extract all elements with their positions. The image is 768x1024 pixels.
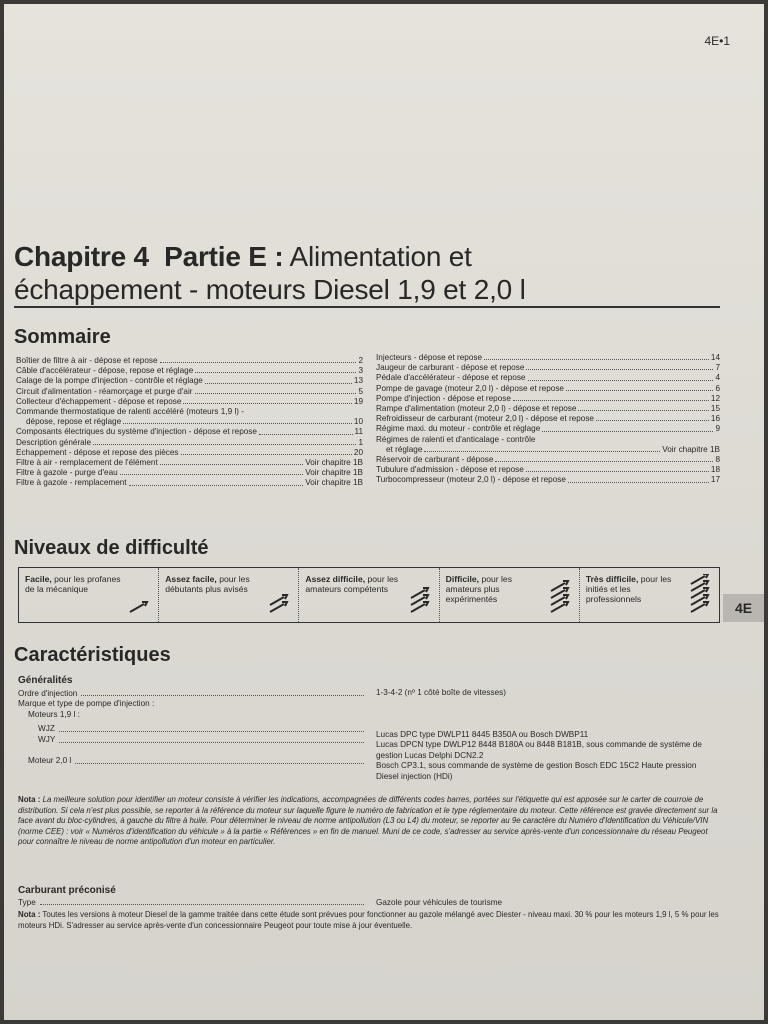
toc-entry-text: Calage de la pompe d'injection - contrôle et réglage <box>16 376 203 386</box>
toc-entry-page: 15 <box>710 404 720 414</box>
wrench-icon <box>549 574 571 614</box>
toc-entry-page: 14 <box>710 353 720 362</box>
moteur20-value: Bosch CP3.1, sous commande de système de gestion Bosch EDC 15C2 Haute pression Diesel injection (HDi) <box>376 761 697 781</box>
toc-entry-page: 18 <box>710 465 720 475</box>
wrench-icon-part <box>691 574 708 584</box>
toc-entry <box>16 366 363 376</box>
toc-entry <box>16 387 363 397</box>
toc-entry <box>16 376 363 386</box>
difficulty-label: Difficile, <box>445 574 480 584</box>
toc-entry <box>376 465 720 475</box>
wrench-icon-part <box>411 588 428 598</box>
toc-entry-text: Refroidisseur de carburant (moteur 2,0 l) - dépose et repose <box>376 414 594 424</box>
toc-entry <box>376 414 720 424</box>
toc-entry-text: Pompe de gavage (moteur 2,0 l) - dépose et repose <box>376 383 564 393</box>
toc-entry-text: Pédale d'accélérateur - dépose et repose <box>376 373 526 383</box>
toc-entry-text: Filtre à air - remplacement de l'élément <box>16 458 158 468</box>
sommaire-heading: Sommaire <box>14 326 111 348</box>
toc-entry-text: Composants électriques du système d'injection - dépose et repose <box>16 427 257 437</box>
difficulty-level <box>299 568 439 622</box>
toc-entry <box>376 475 720 485</box>
note-label: Nota : <box>18 795 41 804</box>
chapter-label: Chapitre 4 <box>14 241 149 272</box>
toc-entry-page: 8 <box>715 455 720 465</box>
toc-entry-text: Description générale <box>16 437 92 447</box>
difficulty-legend <box>18 567 720 623</box>
toc-entry <box>376 404 720 414</box>
toc-left-column <box>16 356 363 489</box>
toc-entry-page: 17 <box>710 475 720 485</box>
note-carburant-text: Toutes les versions à moteur Diesel de la gamme traitée dans cette étude sont prévues pour fonctionner au gazole mélangé avec Diester - niveau maxi. 30 % pour les moteurs 1,9 l, 5 % pour les moteurs HDi. S'adresser au service après-vente d'un concessionnaire Peugeot pour toute mise à jour éventuelle. <box>18 910 719 930</box>
difficulty-level <box>580 568 719 622</box>
toc-entry-text: Rampe d'alimentation (moteur 2,0 l) - dépose et repose <box>376 404 577 414</box>
wjy-value: Lucas DPCN type DWLP12 8448 B180A ou 8448 B181B, sous commande de système de gestion Lucas Delphi DCN2.2 <box>376 740 702 760</box>
toc-entry-text: Commande thermostatique de ralenti accéléré (moteurs 1,9 l) - <box>16 407 244 417</box>
type-value: Gazole pour véhicules de tourisme <box>376 898 503 907</box>
toc-entry-page: 6 <box>715 383 720 393</box>
toc-entry-page: Voir chapitre 1B <box>305 478 363 488</box>
toc-entry-text: Echappement - dépose et repose des pièces <box>16 447 179 457</box>
wrench-icon <box>268 574 290 614</box>
title-line1: Alimentation et <box>289 241 472 272</box>
difficulty-level <box>19 568 159 622</box>
toc-entry-page: 4 <box>715 373 720 383</box>
toc-entry <box>376 373 720 383</box>
wrench-icon-part <box>270 595 287 605</box>
toc-entry-page: 12 <box>710 393 720 403</box>
toc-entry-page: 3 <box>358 366 363 376</box>
difficulty-desc: pour les débutants plus avisés <box>165 574 250 594</box>
wrench-icon <box>409 574 431 614</box>
toc-entry <box>376 353 720 363</box>
difficulty-level <box>159 568 299 622</box>
toc-entry <box>16 468 363 478</box>
carburant-block <box>18 886 368 908</box>
toc-entry-page: Voir chapitre 1B <box>662 444 720 454</box>
type-label: Type <box>18 897 36 907</box>
toc-entry-page: Voir chapitre 1B <box>305 468 363 478</box>
toc-entry-text: Filtre à gazole - purge d'eau <box>16 468 118 478</box>
toc-entry-text: Régime maxi. du moteur - contrôle et réglage <box>376 424 541 434</box>
difficulty-label: Assez facile, <box>165 574 217 584</box>
wjz-value: Lucas DPC type DWLP11 8445 B350A ou Bosch DWBP11 <box>376 729 589 739</box>
toc-entry-text: Tubulure d'admission - dépose et repose <box>376 465 524 475</box>
toc-entry <box>376 363 720 373</box>
toc-entry <box>16 438 363 448</box>
chapter-title <box>14 240 734 306</box>
toc-entry-page: 7 <box>715 363 720 373</box>
toc-entry-text: Régimes de ralenti et d'anticalage - contrôle <box>376 434 536 444</box>
wrench-icon <box>689 574 711 614</box>
toc-entry-text: Pompe d'injection - dépose et repose <box>376 393 511 403</box>
ordre-label: Ordre d'injection <box>18 688 78 698</box>
difficulty-desc: pour les amateurs plus expérimentés <box>445 574 513 604</box>
toc-entry-text: Turbocompresseur (moteur 2,0 l) - dépose et repose <box>376 475 566 485</box>
toc-entry-page: Voir chapitre 1B <box>305 458 363 468</box>
toc-entry-text: Câble d'accélérateur - dépose, repose et réglage <box>16 366 194 376</box>
toc-entry-text: Collecteur d'échappement - dépose et repose <box>16 396 182 406</box>
section-tab: 4E <box>723 594 764 622</box>
toc-entry <box>16 458 363 468</box>
ordre-value: 1-3-4-2 (nº 1 côté boîte de vitesses) <box>376 688 506 697</box>
toc-entry-page: 1 <box>358 437 363 447</box>
toc-entry-page: 2 <box>358 356 363 365</box>
toc-entry-page: 11 <box>354 427 363 437</box>
manual-page <box>4 4 764 1020</box>
toc-entry-page: 5 <box>358 386 363 396</box>
toc-entry <box>16 417 363 427</box>
toc-entry <box>16 407 363 417</box>
difficulty-level <box>440 568 580 622</box>
marque-label: Marque et type de pompe d'injection : <box>18 699 155 709</box>
wrench-icon <box>128 574 150 614</box>
difficulty-desc: pour les profanes de la mécanique <box>25 574 121 594</box>
carburant-value-block <box>376 898 716 909</box>
toc-entry-text: dépose, repose et réglage <box>26 417 122 427</box>
toc-entry-text: Boîtier de filtre à air - dépose et repose <box>16 356 158 365</box>
toc-entry-text: Jaugeur de carburant - dépose et repose <box>376 363 525 373</box>
toc-entry <box>376 384 720 394</box>
wjz-label: WJZ <box>38 724 55 734</box>
wrench-icon-part <box>130 602 147 612</box>
toc-entry <box>16 478 363 488</box>
toc-entry-text: Circuit d'alimentation - réamorçage et purge d'air <box>16 386 193 396</box>
generalites-values <box>376 688 716 783</box>
toc-entry-page: 20 <box>353 447 363 457</box>
toc-entry <box>376 455 720 465</box>
difficulty-label: Très difficile, <box>585 574 639 584</box>
toc-entry-text: et réglage <box>386 444 423 454</box>
note-text: La meilleure solution pour identifier un moteur consiste à vérifier les indications, accompagnées de différents codes barres, portées sur l'étiquette qui est apposée sur le carter de courroie de distribution. Si cela n'est plus possible, se reporter à la référence du moteur sur laquelle figure le numéro de fabrication et le type réglementaire du moteur. Cette référence est gravée directement sur la face avant du bloc-cylindres, à gauche du filtre à huile. Pour déterminer le niveau de norme antipollution (L3 ou L4) du moteur, se reporter au 9e caractère du Numéro d'Identification du Véhicule/VIN (norme CEE) : voir « Numéros d'identification du véhicule » à la partie « Références » en fin de manuel. Muni de ce code, s'adresser au service après-vente d'un concessionnaire du réseau Peugeot pour connaître le niveau de norme antipollution d'un moteur en particulier. <box>18 795 718 847</box>
toc-entry-page: 19 <box>353 396 363 406</box>
toc-entry <box>16 427 363 437</box>
specs-heading: Caractéristiques <box>14 644 171 666</box>
toc-entry <box>376 435 720 445</box>
moteur20-label: Moteur 2,0 l <box>28 756 72 766</box>
difficulty-desc: pour les initiés et les professionnels <box>585 574 672 604</box>
toc-entry <box>16 397 363 407</box>
wrench-icon-part <box>551 581 568 591</box>
note-carburant <box>18 910 720 931</box>
toc-entry-text: Réservoir de carburant - dépose <box>376 455 494 465</box>
note-carburant-label: Nota : <box>18 910 41 919</box>
toc-entry-page: 9 <box>715 424 720 434</box>
toc-entry-page: 13 <box>353 376 363 386</box>
difficulty-heading: Niveaux de difficulté <box>14 537 209 559</box>
toc-entry <box>16 448 363 458</box>
toc-entry <box>376 424 720 434</box>
title-line2: échappement - moteurs Diesel 1,9 et 2,0 l <box>14 274 526 305</box>
wjy-label: WJY <box>38 734 56 744</box>
toc-entry-text: Filtre à gazole - remplacement <box>16 478 127 488</box>
note-generalites <box>18 795 720 848</box>
part-label: Partie E : <box>164 241 284 272</box>
toc-entry <box>16 356 363 366</box>
toc-entry <box>376 394 720 404</box>
toc-entry <box>376 445 720 455</box>
moteurs19-label: Moteurs 1,9 l : <box>28 709 80 719</box>
difficulty-label: Assez difficile, <box>305 574 366 584</box>
generalites-block <box>18 676 368 767</box>
carburant-heading: Carburant préconisé <box>18 885 116 896</box>
difficulty-desc: pour les amateurs compétents <box>305 574 399 594</box>
title-divider <box>14 306 720 308</box>
page-number: 4E•1 <box>704 34 730 48</box>
toc-entry-text: Injecteurs - dépose et repose <box>376 353 483 362</box>
toc-entry-page: 16 <box>710 414 720 424</box>
toc-entry-page: 10 <box>353 417 363 427</box>
toc-right-column <box>376 353 720 486</box>
difficulty-label: Facile, <box>25 574 52 584</box>
generalites-heading: Généralités <box>18 675 73 686</box>
